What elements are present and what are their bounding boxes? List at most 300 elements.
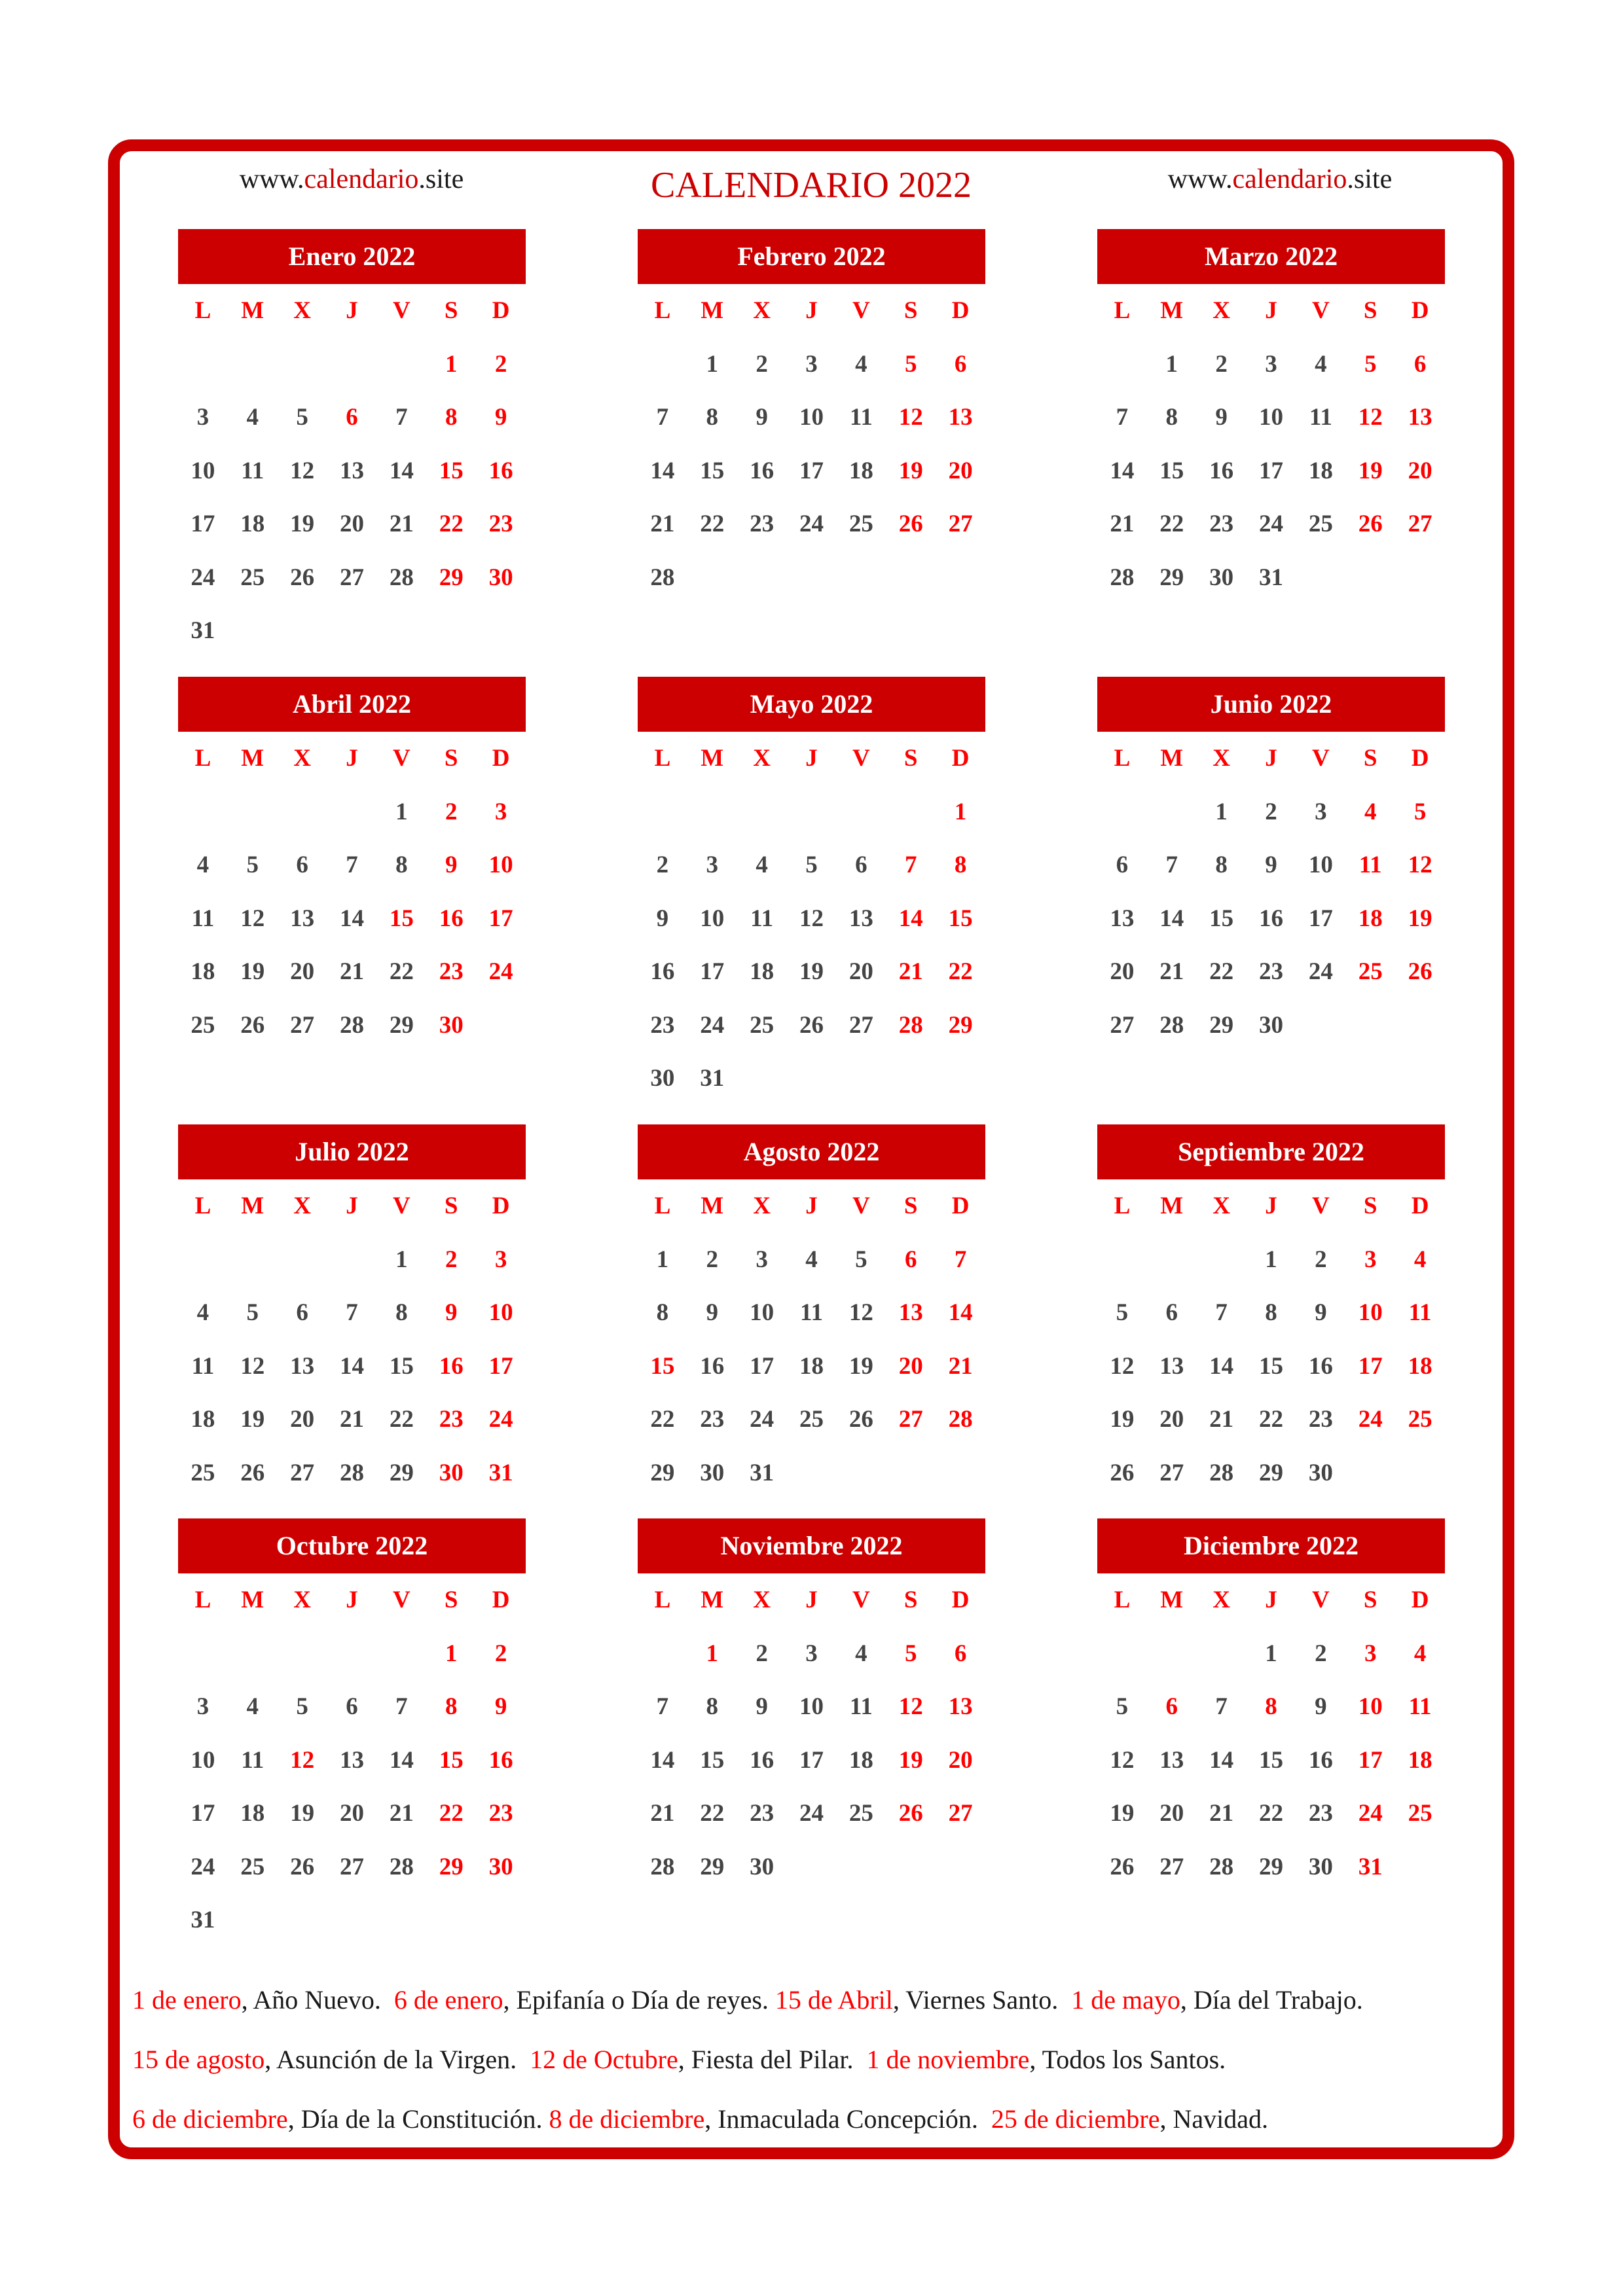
month-9 <box>1097 1124 1445 1499</box>
month-2 <box>638 229 985 604</box>
day-cell: 18 <box>799 1352 824 1380</box>
day-cell: 20 <box>898 1352 923 1380</box>
day-cell: 29 <box>1258 1459 1283 1486</box>
day-cell: 30 <box>439 1459 464 1486</box>
day-cell: 19 <box>290 511 315 537</box>
weekday-header: L <box>194 1193 211 1219</box>
day-cell: 3 <box>805 1640 818 1667</box>
weekday-header: X <box>1213 1587 1230 1613</box>
day-cell: 3 <box>1364 1246 1377 1273</box>
month-grid <box>178 1179 526 1499</box>
weekday-header: S <box>903 1587 918 1613</box>
day-cell: 18 <box>1358 905 1383 932</box>
day-cell: 16 <box>488 457 513 484</box>
day-cell: 10 <box>700 905 725 932</box>
day-cell: 15 <box>700 1746 725 1774</box>
holiday-date: 12 de Octubre <box>530 2045 678 2074</box>
day-cell: 14 <box>389 457 414 484</box>
day-cell: 5 <box>246 852 259 878</box>
day-cell: 2 <box>445 1246 458 1273</box>
day-cell: 13 <box>1110 905 1135 932</box>
day-cell: 20 <box>1159 1800 1184 1827</box>
empty-cell <box>278 785 327 839</box>
holiday-date: 8 de diciembre <box>549 2104 705 2134</box>
day-cell: 17 <box>799 1746 824 1774</box>
day-cell: 10 <box>1258 404 1283 431</box>
day-cell: 28 <box>1110 564 1135 591</box>
day-cell: 10 <box>799 404 824 431</box>
day-cell: 19 <box>898 1746 923 1774</box>
day-cell: 12 <box>290 457 315 484</box>
day-cell: 15 <box>700 457 725 484</box>
day-cell: 22 <box>1159 511 1184 537</box>
day-cell: 18 <box>191 958 215 985</box>
day-cell: 26 <box>1358 511 1383 537</box>
empty-cell <box>327 338 377 391</box>
day-cell: 17 <box>1308 905 1333 932</box>
day-cell: 22 <box>948 958 973 985</box>
day-cell: 22 <box>389 1406 414 1433</box>
day-cell: 7 <box>954 1246 967 1273</box>
day-cell: 30 <box>439 1011 464 1039</box>
day-cell: 24 <box>191 1853 215 1880</box>
day-cell: 26 <box>240 1011 265 1039</box>
day-cell: 6 <box>904 1246 917 1273</box>
day-cell: 30 <box>1308 1459 1333 1486</box>
day-cell: 31 <box>750 1459 775 1486</box>
weekday-header: V <box>1311 1193 1330 1219</box>
day-cell: 12 <box>799 905 824 932</box>
holiday-date: 6 de diciembre <box>132 2104 288 2134</box>
day-cell: 8 <box>954 852 967 878</box>
day-cell: 10 <box>799 1693 824 1720</box>
day-cell: 12 <box>1408 852 1432 878</box>
weekday-header: M <box>701 745 724 772</box>
weekday-header: J <box>1265 1193 1277 1219</box>
weekday-header: V <box>392 745 410 772</box>
holiday-name: , Día del Trabajo. <box>1180 1985 1363 2015</box>
weekday-header: X <box>1213 297 1230 324</box>
day-cell: 19 <box>1408 905 1432 932</box>
day-cell: 19 <box>290 1800 315 1827</box>
day-cell: 9 <box>1265 852 1277 878</box>
day-cell: 21 <box>339 1406 364 1433</box>
day-cell: 3 <box>1315 798 1327 825</box>
day-cell: 21 <box>650 1800 675 1827</box>
day-cell: 28 <box>389 1853 414 1880</box>
day-cell: 22 <box>1258 1800 1283 1827</box>
day-cell: 4 <box>196 1299 210 1326</box>
day-cell: 18 <box>1308 457 1333 484</box>
holiday-date: 6 de enero <box>393 1985 503 2015</box>
day-cell: 6 <box>954 350 967 378</box>
day-cell: 11 <box>1359 852 1382 878</box>
empty-cell <box>228 1627 278 1681</box>
month-title: Enero 2022 <box>178 229 526 284</box>
day-cell: 1 <box>1265 1640 1277 1667</box>
weekday-header: D <box>1411 297 1429 324</box>
day-cell: 3 <box>706 852 719 878</box>
month-title: Febrero 2022 <box>638 229 985 284</box>
day-cell: 12 <box>290 1746 315 1774</box>
day-cell: 1 <box>706 350 719 378</box>
weekday-header: L <box>194 297 211 324</box>
empty-cell <box>1147 1627 1197 1681</box>
weekday-header: L <box>654 1193 671 1219</box>
day-cell: 1 <box>1165 350 1178 378</box>
day-cell: 20 <box>948 1746 973 1774</box>
weekday-header: D <box>951 297 970 324</box>
day-cell: 16 <box>1308 1746 1333 1774</box>
empty-cell <box>638 785 687 839</box>
day-cell: 16 <box>750 1746 775 1774</box>
day-cell: 13 <box>948 1693 973 1720</box>
day-cell: 4 <box>196 852 210 878</box>
day-cell: 10 <box>488 852 513 878</box>
day-cell: 16 <box>439 905 464 932</box>
day-cell: 17 <box>191 1800 215 1827</box>
day-cell: 13 <box>1408 404 1432 431</box>
month-grid <box>178 284 526 658</box>
day-cell: 20 <box>339 511 364 537</box>
day-cell: 8 <box>1165 404 1178 431</box>
day-cell: 30 <box>650 1065 675 1092</box>
day-cell: 7 <box>346 1299 358 1326</box>
weekday-header: L <box>194 1587 211 1613</box>
day-cell: 6 <box>855 852 867 878</box>
weekday-header: X <box>753 297 771 324</box>
empty-cell <box>178 1627 228 1681</box>
holiday-date: 1 de mayo <box>1071 1985 1180 2015</box>
day-cell: 9 <box>445 1299 458 1326</box>
day-cell: 24 <box>1308 958 1333 985</box>
day-cell: 28 <box>389 564 414 591</box>
day-cell: 4 <box>756 852 768 878</box>
day-cell: 20 <box>1159 1406 1184 1433</box>
day-cell: 4 <box>1315 350 1327 378</box>
day-cell: 2 <box>756 350 768 378</box>
day-cell: 12 <box>848 1299 873 1326</box>
day-cell: 19 <box>1358 457 1383 484</box>
day-cell: 23 <box>1308 1800 1333 1827</box>
day-cell: 28 <box>948 1406 973 1433</box>
day-cell: 11 <box>1309 404 1332 431</box>
day-cell: 30 <box>488 564 513 591</box>
day-cell: 26 <box>290 1853 315 1880</box>
day-cell: 23 <box>1209 511 1234 537</box>
day-cell: 29 <box>389 1459 414 1486</box>
weekday-header: S <box>444 745 458 772</box>
day-cell: 12 <box>240 905 265 932</box>
day-cell: 24 <box>799 1800 824 1827</box>
day-cell: 29 <box>439 1853 464 1880</box>
weekday-header: L <box>1114 297 1131 324</box>
empty-cell <box>836 785 886 839</box>
day-cell: 6 <box>296 852 308 878</box>
site-url-left[interactable] <box>155 162 548 197</box>
day-cell: 9 <box>494 1693 507 1720</box>
day-cell: 21 <box>389 511 414 537</box>
day-cell: 14 <box>898 905 923 932</box>
day-cell: 5 <box>805 852 818 878</box>
empty-cell <box>178 1233 228 1287</box>
day-cell: 9 <box>756 404 768 431</box>
holiday-date: 1 de noviembre <box>866 2045 1030 2074</box>
day-cell: 1 <box>1215 798 1228 825</box>
empty-cell <box>638 338 687 391</box>
day-cell: 11 <box>241 457 264 484</box>
weekday-header: D <box>951 1587 970 1613</box>
day-cell: 19 <box>240 958 265 985</box>
day-cell: 15 <box>948 905 973 932</box>
month-title: Agosto 2022 <box>638 1124 985 1179</box>
empty-cell <box>687 785 737 839</box>
day-cell: 25 <box>750 1011 775 1039</box>
day-cell: 24 <box>1358 1406 1383 1433</box>
day-cell: 5 <box>855 1246 867 1273</box>
day-cell: 25 <box>799 1406 824 1433</box>
day-cell: 14 <box>1159 905 1184 932</box>
day-cell: 29 <box>700 1853 725 1880</box>
empty-cell <box>278 1233 327 1287</box>
holiday-name: , Día de la Constitución. <box>287 2104 549 2134</box>
day-cell: 3 <box>1265 350 1277 378</box>
day-cell: 26 <box>1110 1853 1135 1880</box>
day-cell: 13 <box>290 905 315 932</box>
day-cell: 22 <box>650 1406 675 1433</box>
day-cell: 19 <box>240 1406 265 1433</box>
day-cell: 31 <box>1258 564 1283 591</box>
weekday-header: S <box>903 745 918 772</box>
day-cell: 11 <box>191 905 215 932</box>
day-cell: 22 <box>439 1800 464 1827</box>
day-cell: 14 <box>339 1352 364 1380</box>
weekday-header: S <box>444 1193 458 1219</box>
month-grid <box>638 732 985 1105</box>
weekday-header: M <box>701 1587 724 1613</box>
weekday-header: J <box>346 745 358 772</box>
month-grid <box>638 284 985 604</box>
site-name: calendario <box>1232 164 1347 194</box>
day-cell: 5 <box>1413 798 1427 825</box>
day-cell: 28 <box>898 1011 923 1039</box>
weekday-header: X <box>1213 745 1230 772</box>
weekday-header: M <box>1160 1193 1184 1219</box>
day-cell: 6 <box>296 1299 308 1326</box>
weekday-header: L <box>1114 745 1131 772</box>
day-cell: 2 <box>1265 798 1277 825</box>
holiday-name: , Asunción de la Virgen. <box>264 2045 530 2074</box>
day-cell: 23 <box>1258 958 1283 985</box>
day-cell: 28 <box>1159 1011 1184 1039</box>
weekday-header: D <box>492 1587 510 1613</box>
day-cell: 6 <box>954 1640 967 1667</box>
day-cell: 30 <box>1308 1853 1333 1880</box>
day-cell: 12 <box>898 1693 923 1720</box>
holiday-name: , Epifanía o Día de reyes. <box>503 1985 775 2015</box>
weekday-header: V <box>852 1193 870 1219</box>
day-cell: 25 <box>848 1800 873 1827</box>
weekday-header: J <box>1265 745 1277 772</box>
day-cell: 6 <box>346 404 358 431</box>
day-cell: 23 <box>439 958 464 985</box>
day-cell: 22 <box>700 1800 725 1827</box>
day-cell: 10 <box>1358 1693 1383 1720</box>
day-cell: 16 <box>750 457 775 484</box>
day-cell: 17 <box>1258 457 1283 484</box>
weekday-header: V <box>392 297 410 324</box>
holiday-name: , Fiesta del Pilar. <box>678 2045 867 2074</box>
day-cell: 20 <box>339 1800 364 1827</box>
empty-cell <box>1147 785 1197 839</box>
day-cell: 31 <box>191 1907 215 1933</box>
day-cell: 12 <box>1110 1352 1135 1380</box>
day-cell: 31 <box>191 617 215 644</box>
day-cell: 3 <box>756 1246 768 1273</box>
day-cell: 11 <box>750 905 774 932</box>
weekday-header: V <box>392 1587 410 1613</box>
day-cell: 31 <box>1358 1853 1383 1880</box>
site-suffix: .site <box>418 164 464 194</box>
day-cell: 12 <box>898 404 923 431</box>
day-cell: 3 <box>494 1246 507 1273</box>
day-cell: 14 <box>389 1746 414 1774</box>
empty-cell <box>737 785 787 839</box>
weekday-header: S <box>1363 745 1377 772</box>
day-cell: 23 <box>750 1800 775 1827</box>
weekday-header: M <box>1160 297 1184 324</box>
month-title: Septiembre 2022 <box>1097 1124 1445 1179</box>
empty-cell <box>178 338 228 391</box>
day-cell: 8 <box>445 404 458 431</box>
day-cell: 10 <box>1308 852 1333 878</box>
month-grid <box>638 1573 985 1893</box>
day-cell: 28 <box>1209 1853 1234 1880</box>
day-cell: 21 <box>1209 1406 1234 1433</box>
day-cell: 14 <box>948 1299 973 1326</box>
day-cell: 5 <box>296 404 308 431</box>
day-cell: 18 <box>848 457 873 484</box>
day-cell: 7 <box>904 852 917 878</box>
day-cell: 3 <box>1364 1640 1377 1667</box>
day-cell: 18 <box>240 1800 265 1827</box>
site-url-right[interactable] <box>1084 162 1476 197</box>
day-cell: 7 <box>1116 404 1129 431</box>
day-cell: 16 <box>1258 905 1283 932</box>
day-cell: 27 <box>1408 511 1432 537</box>
day-cell: 17 <box>700 958 725 985</box>
day-cell: 17 <box>1358 1746 1383 1774</box>
day-cell: 9 <box>1315 1299 1327 1326</box>
empty-cell <box>228 338 278 391</box>
empty-cell <box>327 1627 377 1681</box>
day-cell: 2 <box>1215 350 1228 378</box>
day-cell: 13 <box>848 905 873 932</box>
day-cell: 1 <box>656 1246 669 1273</box>
day-cell: 14 <box>1209 1352 1234 1380</box>
day-cell: 8 <box>706 1693 719 1720</box>
day-cell: 13 <box>339 457 364 484</box>
day-cell: 24 <box>1258 511 1283 537</box>
day-cell: 30 <box>750 1853 775 1880</box>
day-cell: 2 <box>706 1246 719 1273</box>
day-cell: 11 <box>241 1746 264 1774</box>
weekday-header: J <box>805 297 818 324</box>
day-cell: 23 <box>750 511 775 537</box>
day-cell: 15 <box>1258 1746 1283 1774</box>
day-cell: 7 <box>656 404 669 431</box>
day-cell: 21 <box>339 958 364 985</box>
weekday-header: X <box>1213 1193 1230 1219</box>
holiday-date: 15 de agosto <box>132 2045 265 2074</box>
day-cell: 21 <box>389 1800 414 1827</box>
day-cell: 26 <box>240 1459 265 1486</box>
day-cell: 2 <box>445 798 458 825</box>
day-cell: 13 <box>948 404 973 431</box>
weekday-header: M <box>241 1587 264 1613</box>
day-cell: 25 <box>1358 958 1383 985</box>
day-cell: 5 <box>246 1299 259 1326</box>
day-cell: 21 <box>650 511 675 537</box>
site-prefix: www. <box>1167 164 1233 194</box>
day-cell: 15 <box>439 1746 464 1774</box>
month-10 <box>178 1518 526 1947</box>
day-cell: 21 <box>898 958 923 985</box>
empty-cell <box>1197 1627 1247 1681</box>
weekday-header: M <box>701 1193 724 1219</box>
day-cell: 25 <box>1408 1800 1432 1827</box>
day-cell: 4 <box>855 350 867 378</box>
day-cell: 8 <box>1265 1299 1277 1326</box>
day-cell: 19 <box>898 457 923 484</box>
day-cell: 29 <box>439 564 464 591</box>
day-cell: 17 <box>488 905 513 932</box>
day-cell: 6 <box>1116 852 1129 878</box>
day-cell: 2 <box>1315 1246 1327 1273</box>
month-grid <box>638 1179 985 1499</box>
day-cell: 9 <box>706 1299 719 1326</box>
day-cell: 20 <box>290 958 315 985</box>
day-cell: 2 <box>756 1640 768 1667</box>
day-cell: 1 <box>706 1640 719 1667</box>
day-cell: 18 <box>1408 1746 1432 1774</box>
empty-cell <box>1197 1233 1247 1287</box>
holiday-name: , Navidad. <box>1159 2104 1269 2134</box>
weekday-header: X <box>293 297 311 324</box>
weekday-header: L <box>194 745 211 772</box>
weekday-header: L <box>654 297 671 324</box>
weekday-header: L <box>654 1587 671 1613</box>
weekday-header: D <box>492 1193 510 1219</box>
day-cell: 25 <box>191 1459 215 1486</box>
weekday-header: M <box>1160 1587 1184 1613</box>
day-cell: 27 <box>1159 1459 1184 1486</box>
day-cell: 27 <box>848 1011 873 1039</box>
month-12 <box>1097 1518 1445 1893</box>
day-cell: 29 <box>389 1011 414 1039</box>
holiday-line <box>132 2030 1494 2089</box>
day-cell: 5 <box>1116 1693 1129 1720</box>
day-cell: 27 <box>339 1853 364 1880</box>
day-cell: 25 <box>848 511 873 537</box>
day-cell: 9 <box>445 852 458 878</box>
month-11 <box>638 1518 985 1893</box>
day-cell: 5 <box>904 350 917 378</box>
day-cell: 8 <box>395 852 408 878</box>
day-cell: 13 <box>290 1352 315 1380</box>
day-cell: 13 <box>339 1746 364 1774</box>
day-cell: 1 <box>445 350 458 378</box>
